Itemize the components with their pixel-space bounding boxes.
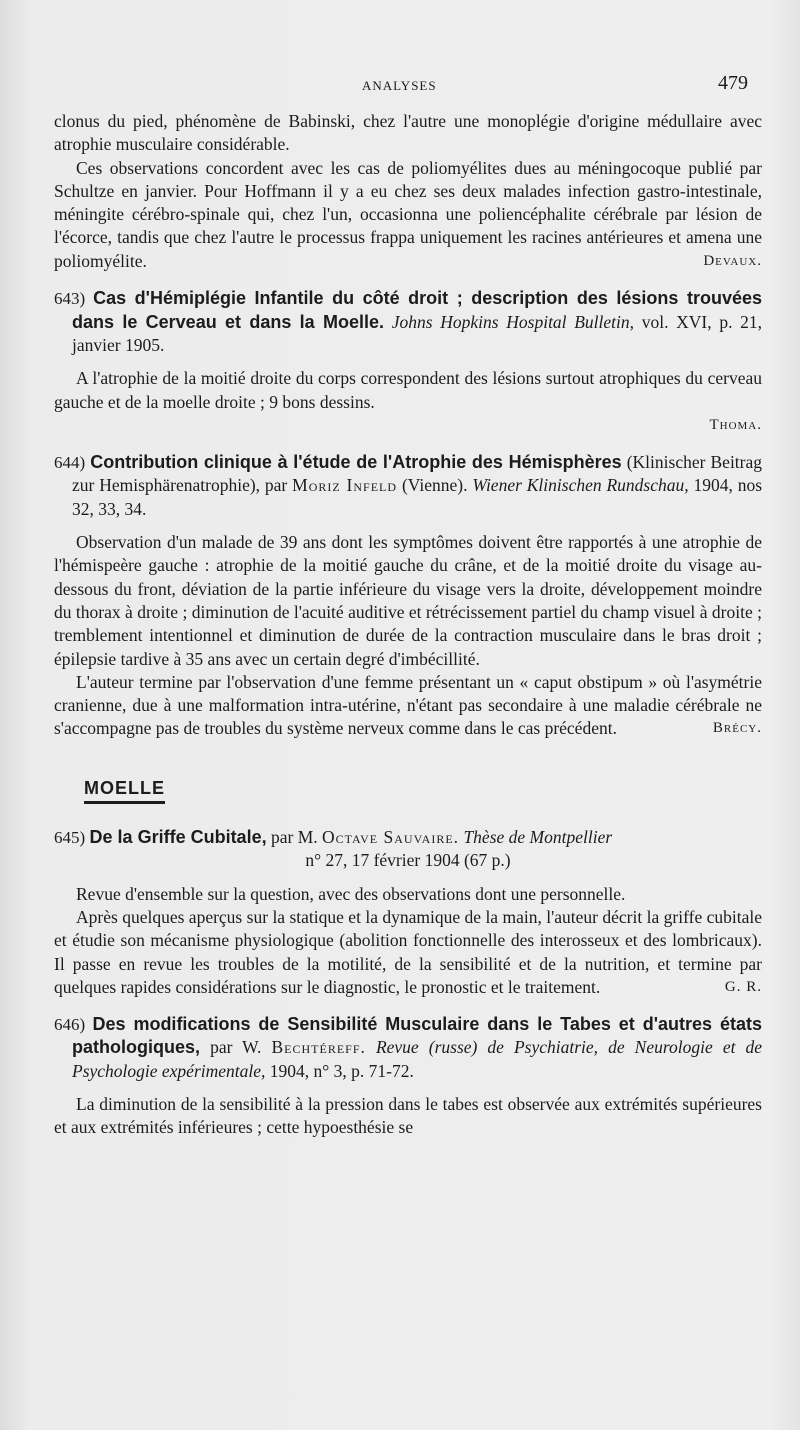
entry-title: Cas d'Hémiplégie Infantile du côté droit ; description des lésions trouvées dans le Cerveau et dans la Moelle. <box>72 288 763 332</box>
entry-644-paragraph-2-text: L'auteur termine par l'observation d'une femme présentant un « caput obstipum » où l'asymétrie cranienne, due à une malformation intra-utérine, n'étant pas secondaire à une maladie cérébrale ne s'accompagne pas de troubles du système nerveux comme dans le cas précédent. <box>54 671 762 739</box>
entry-645 <box>54 826 762 999</box>
author-prefix: par W. <box>210 1037 262 1058</box>
journal-reference: 1904, nos 32, 33, 34. <box>72 475 763 519</box>
entry-title: De la Griffe Cubitale, <box>89 827 267 848</box>
signature-devaux: Devaux. <box>703 253 762 270</box>
entry-644-paragraph-1: Observation d'un malade de 39 ans dont les symptômes doivent être rapportés à une atrophie de l'hémispeère gauche : atrophie de la moitié gauche du crâne, et de la moitié droite du visage au-dessous du front, déviation de la partie inférieure du visage vers la droite, développement moindre du thorax à droite ; diminution de l'acuité auditive et rétrécissement partiel du champ visuel à droite ; tremblement intentionnel et diminution de durée de la contraction musculaire dans le bras droit ; épilepsie tardive à 35 ans avec un certain degré d'imbécillité. <box>54 532 762 669</box>
entry-number: 645) <box>54 828 86 848</box>
entry-643-body: A l'atrophie de la moitié droite du corps correspondent des lésions surtout atrophiques du cerveau gauche et de la moelle droite ; 9 bons dessins. <box>54 368 762 412</box>
entry-644-heading <box>54 451 762 521</box>
author-name: Bechtéreff. <box>271 1037 366 1058</box>
journal-reference: vol. XVI, p. 21, janvier 1905. <box>72 311 763 355</box>
entry-645-paragraph-2-text: Après quelques aperçus sur la statique et la dynamique de la main, l'auteur décrit la griffe cubitale et étudie son mécanisme physiologique (abolition fonctionnelle des interosseux et des lombricaux). Il passe en revue les troubles de la motilité, de la sensibilité et de la nutrition, et termine par quelques rapides considérations sur le diagnostic, le pronostic et le traitement. <box>54 906 762 997</box>
author-name: Moriz Infeld <box>292 475 398 496</box>
entry-645-paragraph-1: Revue d'ensemble sur la question, avec des observations dont une personnelle. <box>76 883 626 904</box>
journal-name: Wiener Klinischen Rundschau, <box>472 475 689 496</box>
journal-reference: n° 27, 17 février 1904 (67 p.) <box>305 850 511 871</box>
signature-thoma: Thoma. <box>709 416 762 433</box>
page-number: 479 <box>718 72 748 94</box>
entry-title: Des modifications de Sensibilité Musculaire dans le Tabes et d'autres états pathologiques, <box>72 1014 762 1058</box>
intro-paragraph-1: clonus du pied, phénomène de Babinski, chez l'autre une monoplégie d'origine médullaire avec atrophie musculaire considérable. <box>54 111 762 155</box>
entry-646-heading <box>54 1013 762 1083</box>
entry-subtitle: (Klinischer Beitrag zur Hemisphärenatrophie), par <box>72 452 763 496</box>
entry-number: 644) <box>54 453 86 473</box>
page-body <box>54 110 762 1140</box>
entry-645-paragraph-2 <box>54 906 762 999</box>
journal-name: Thèse de Montpellier <box>463 827 613 848</box>
entry-title: Contribution clinique à l'étude de l'Atrophie des Hémisphères <box>90 452 622 473</box>
author-place: (Vienne). <box>401 475 468 496</box>
signature-brecy: Brécy. <box>712 720 762 737</box>
entry-643-heading <box>54 287 762 357</box>
intro-paragraph-2: Ces observations concordent avec les cas de poliomyélites dues au méningocoque publié par Schultze en janvier. Pour Hoffmann il y a eu chez ses deux malades infection gastro-intestinale, méningite cérébro-spinale qui, chez l'un, occasionna une poliencéphalite cérébrale par lésion de l'écorce, tandis que chez l'autre le processus frappa uniquement les racines antérieures et amena une poliomyélite. <box>54 157 762 271</box>
journal-reference: 1904, n° 3, p. 71-72. <box>269 1060 414 1081</box>
journal-name: Revue (russe) de Psychiatrie, de Neurologie et de Psychologie expérimentale, <box>72 1037 763 1081</box>
entry-644-paragraph-2 <box>54 671 762 741</box>
entry-644 <box>54 451 762 741</box>
running-head: ANALYSES <box>362 78 437 93</box>
entry-number: 646) <box>54 1015 86 1035</box>
entry-number: 643) <box>54 289 86 309</box>
author-prefix: par M. <box>270 827 318 848</box>
page-header <box>0 72 800 102</box>
section-title: MOELLE <box>84 777 165 804</box>
entry-643 <box>54 287 762 437</box>
author-name: Octave Sauvaire. <box>322 827 460 848</box>
signature-gr: G. R. <box>724 978 762 995</box>
entry-646-paragraph-1: La diminution de la sensibilité à la pression dans le tabes est observée aux extrémités supérieures et aux extrémités inférieures ; cette hypoesthésie se <box>54 1093 762 1138</box>
journal-name: Johns Hopkins Hospital Bulletin, <box>391 311 635 332</box>
entry-646 <box>54 1013 762 1139</box>
entry-645-heading <box>54 826 762 849</box>
